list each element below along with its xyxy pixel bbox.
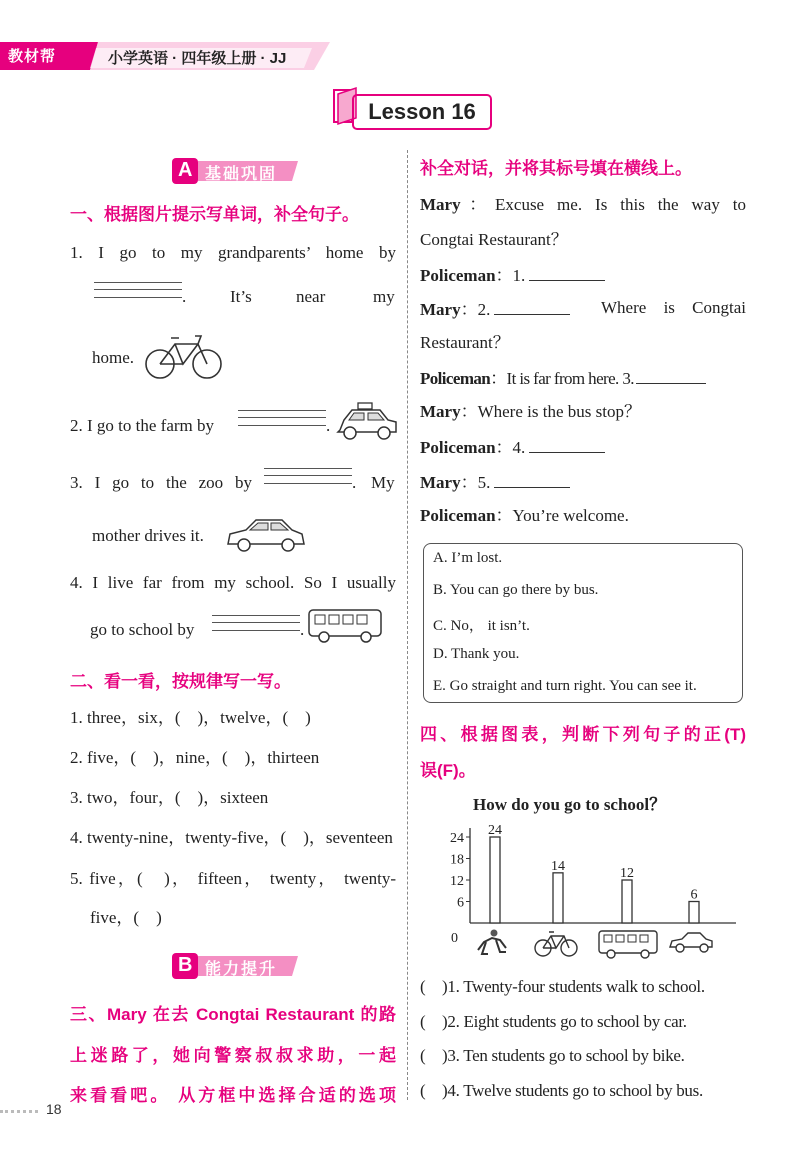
section-a-letter: A — [178, 159, 193, 181]
part3-heading-line1: 三、Mary 在去 Congtai Restaurant 的路 — [70, 1005, 396, 1024]
dialogue-line-2: Policeman：1. — [420, 264, 605, 286]
y-tick-label: 6 — [457, 895, 464, 911]
bar-label-walk: 24 — [488, 823, 502, 838]
bar-label-bike: 14 — [551, 858, 565, 874]
section-b-letter: B — [178, 954, 193, 976]
q4-blank[interactable] — [212, 614, 300, 632]
car-chart-icon — [668, 930, 714, 954]
column-divider — [407, 150, 408, 1100]
part3-heading-line2: 上迷路了，她向警察叔叔求助，一起 — [70, 1046, 396, 1065]
bar-label-bus: 12 — [620, 866, 634, 881]
dialogue-blank-2[interactable] — [494, 298, 570, 315]
page-number: 18 — [46, 1101, 62, 1117]
dialogue-line-6: Policeman：4. — [420, 436, 605, 458]
option-a: A. I’m lost. — [433, 550, 503, 566]
part3-heading-line4: 补全对话，并将其标号填在横线上。 — [420, 159, 692, 178]
part2-item-2: 2. five，( )，nine，( )，thirteen — [70, 748, 320, 767]
walk-icon — [474, 928, 510, 958]
section-a-label: 基础巩固 — [205, 166, 278, 183]
y-tick-label: 24 — [450, 831, 464, 846]
part3-heading-line3: 来看看吧。 从方框中选择合适的选项 — [70, 1086, 396, 1105]
dialogue-blank-5[interactable] — [494, 471, 570, 488]
q1-near: near — [296, 287, 326, 306]
dialogue-blank-1[interactable] — [529, 264, 605, 281]
part4-heading-line1: 四、根据图表，判断下列句子的正(T) — [420, 725, 746, 744]
car-icon — [224, 514, 306, 554]
chart-title: How do you go to school？ — [473, 795, 667, 814]
q1-home: home. — [92, 348, 135, 367]
dialogue-line-1: Mary：Excuse me. Is this the way to — [420, 195, 747, 214]
part2-item-1: 1. three，six，( )，twelve，( ) — [70, 708, 311, 727]
q1-blank[interactable] — [94, 281, 182, 299]
bus-icon — [306, 605, 384, 645]
dialogue-line-4: Policeman：It is far from here. 3. — [420, 367, 706, 389]
q2-blank[interactable] — [238, 409, 326, 427]
q2-text: 2. I go to the farm by — [70, 416, 214, 435]
tf-statement-4: ( )4. Twelve students go to school by bus. — [420, 1081, 703, 1100]
dialogue-line-8: Policeman：You’re welcome. — [420, 506, 629, 525]
q3-text: 3. I go to the zoo by — [70, 473, 252, 492]
q4-line2: go to school by — [90, 620, 195, 639]
bar-label-car: 6 — [690, 887, 698, 903]
part2-item-5-cont: five，( ) — [90, 908, 162, 927]
q3-dot: . — [352, 473, 357, 492]
header-logo: 教材帮 — [8, 48, 57, 65]
option-c: C. No， it isn’t. — [433, 618, 530, 634]
q3-blank[interactable] — [264, 467, 352, 485]
part2-item-5: 5. five，( )， fifteen， twenty， twenty- — [70, 869, 396, 888]
dialogue-line-3-cont: Restaurant？ — [420, 333, 510, 352]
header-book-title: 小学英语 · 四年级上册 · JJ — [108, 50, 287, 67]
tf-statement-3: ( )3. Ten students go to school by bike. — [420, 1046, 685, 1065]
bar-bike — [553, 873, 563, 923]
section-b-badge — [172, 953, 298, 979]
q1-my: my — [373, 287, 395, 306]
q4-line1: 4. I live far from my school. So I usually — [70, 573, 396, 592]
section-b-label: 能力提升 — [205, 961, 278, 978]
dialogue-line-3: Mary：2. — [420, 298, 570, 320]
q1-dot: . — [182, 287, 187, 306]
y-tick-label: 18 — [450, 852, 464, 868]
dialogue-line-7: Mary：5. — [420, 471, 570, 493]
tf-statement-2: ( )2. Eight students go to school by car. — [420, 1012, 687, 1031]
q1-line1: 1. I go to my grandparents’ home by — [70, 243, 396, 262]
y-zero-label: 0 — [451, 931, 458, 946]
bike-icon — [143, 330, 225, 382]
lesson-title: Lesson 16 — [352, 94, 492, 130]
bike-chart-icon — [533, 928, 579, 958]
dialogue-blank-3[interactable] — [636, 367, 706, 384]
part2-item-3: 3. two，four，( )，sixteen — [70, 788, 269, 807]
taxi-icon — [334, 400, 400, 444]
section-a-badge — [172, 158, 298, 184]
option-d: D. Thank you. — [433, 646, 520, 662]
footer-dots — [0, 1110, 38, 1113]
option-e: E. Go straight and turn right. You can see it. — [433, 678, 697, 694]
q3-line2: mother drives it. — [92, 526, 204, 545]
part1-heading: 一、根据图片提示写单词，补全句子。 — [70, 205, 359, 224]
q2-dot: . — [326, 416, 331, 435]
dialogue-line-1-cont: Congtai Restaurant？ — [420, 230, 568, 249]
bar-walk — [490, 837, 500, 923]
dialogue-line-3-after: Where is Congtai — [601, 298, 746, 317]
option-b: B. You can go there by bus. — [433, 582, 599, 598]
dialogue-line-5: Mary：Where is the bus stop？ — [420, 402, 641, 421]
q1-its: It’s — [230, 287, 252, 306]
y-tick-label: 12 — [450, 874, 464, 889]
bar-bus — [622, 880, 632, 923]
part2-item-4: 4. twenty-nine，twenty-five，( )，seventeen — [70, 828, 393, 847]
bar-car — [689, 902, 699, 924]
part4-heading-line2: 误(F)。 — [420, 761, 476, 780]
part2-heading: 二、看一看，按规律写一写。 — [70, 672, 291, 691]
bus-chart-icon — [597, 928, 659, 960]
dialogue-blank-4[interactable] — [529, 436, 605, 453]
q4-dot: . — [300, 620, 305, 639]
tf-statement-1: ( )1. Twenty-four students walk to school. — [420, 977, 705, 996]
q3-my: My — [371, 473, 395, 492]
